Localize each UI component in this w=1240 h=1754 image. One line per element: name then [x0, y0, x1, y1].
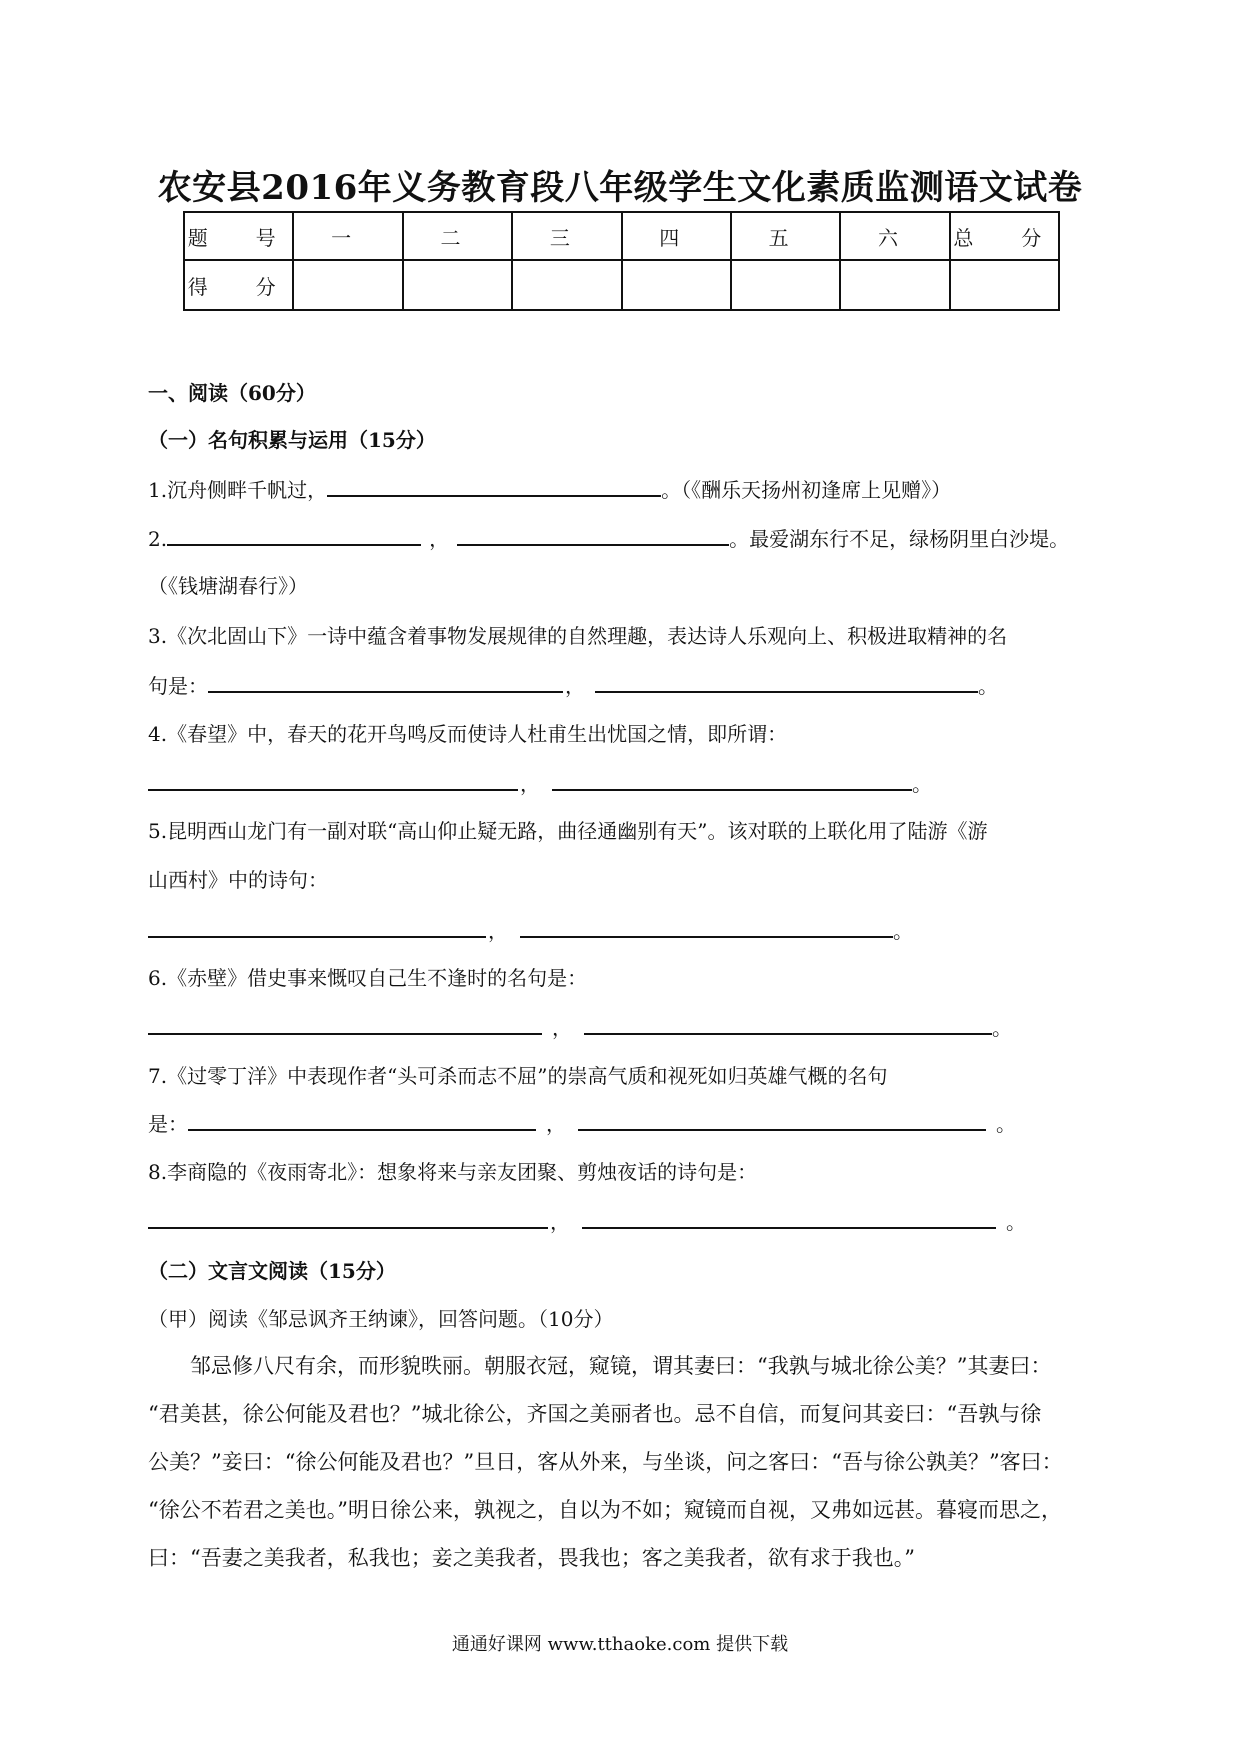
- answer-blank-6b[interactable]: [584, 1013, 992, 1035]
- question-5-comma: ，: [488, 919, 508, 943]
- question-7-answer-line: [148, 1108, 1016, 1137]
- question-8-suffix: 。: [1006, 1210, 1026, 1234]
- header-cell-total: 总 分: [950, 212, 1059, 260]
- passage-line-4: “徐公不若君之美也。”明日徐公来，孰视之，自以为不如；窥镜而自视，又弗如远甚。暮寝而思之，: [148, 1498, 1062, 1522]
- question-7-prefix: 是：: [148, 1112, 188, 1136]
- section-1-heading: 一、阅读（60分）: [148, 381, 316, 405]
- question-3-answer-line: [148, 670, 998, 699]
- header-cell-2: 二: [403, 212, 512, 260]
- question-7-comma: ，: [546, 1112, 566, 1136]
- question-1-prefix: 1.沉舟侧畔千帆过，: [148, 478, 328, 502]
- header-cell-3: 三: [512, 212, 621, 260]
- answer-blank-3a[interactable]: [208, 671, 563, 693]
- question-4-text: 4.《春望》中，春天的花开鸟鸣反而使诗人杜甫生出忧国之情，即所谓：: [148, 722, 788, 746]
- part-2-instruction: （甲）阅读《邹忌讽齐王纳谏》，回答问题。（10分）: [148, 1307, 614, 1331]
- score-cell-6[interactable]: [840, 260, 949, 310]
- header-cell-4: 四: [622, 212, 731, 260]
- score-cell-3[interactable]: [512, 260, 621, 310]
- question-3-prefix: 句是：: [148, 674, 208, 698]
- question-3-comma: ，: [565, 674, 585, 698]
- passage-line-3: 公美？”妾曰：“徐公何能及君也？”旦日，客从外来，与坐谈，问之客曰：“吾与徐公孰美？”客曰：: [148, 1450, 1063, 1474]
- passage-line-2: “君美甚，徐公何能及君也？”城北徐公，齐国之美丽者也。忌不自信，而复问其妾曰：“吾孰与徐: [148, 1402, 1042, 1426]
- question-4-suffix: 。: [912, 772, 932, 796]
- score-cell-2[interactable]: [403, 260, 512, 310]
- page-footer: 通通好课网 www.tthaoke.com 提供下载: [451, 1634, 789, 1655]
- question-2: [148, 523, 1069, 552]
- header-cell-1: 一: [293, 212, 402, 260]
- score-table: [183, 211, 1060, 311]
- part-1-heading: （一）名句积累与运用（15分）: [148, 428, 436, 452]
- question-2-suffix: 。最爱湖东行不足，绿杨阴里白沙堤。: [729, 527, 1070, 551]
- question-7-text: 7.《过零丁洋》中表现作者“头可杀而志不屈”的崇高气质和视死如归英雄气概的名句: [148, 1064, 888, 1088]
- header-cell-label: 题 号: [184, 212, 293, 260]
- question-6-suffix: 。: [992, 1016, 1012, 1040]
- answer-blank-8b[interactable]: [582, 1207, 996, 1229]
- question-3-text: 3.《次北固山下》一诗中蕴含着事物发展规律的自然理趣，表达诗人乐观向上、积极进取精神的名: [148, 624, 1008, 648]
- question-8-answer-line: [148, 1206, 1026, 1235]
- question-2-source: （《钱塘湖春行》）: [148, 574, 308, 598]
- answer-blank-4a[interactable]: [148, 769, 518, 791]
- question-1: [148, 474, 951, 503]
- question-8-comma: ，: [550, 1210, 570, 1234]
- passage-line-1: 邹忌修八尺有余，而形貌昳丽。朝服衣冠，窥镜，谓其妻曰：“我孰与城北徐公美？”其妻曰：: [148, 1354, 1052, 1378]
- answer-blank-2b[interactable]: [457, 524, 729, 546]
- question-8-text: 8.李商隐的《夜雨寄北》：想象将来与亲友团聚、剪烛夜话的诗句是：: [148, 1160, 758, 1184]
- score-cell-1[interactable]: [293, 260, 402, 310]
- question-5-text: 5.昆明西山龙门有一副对联“高山仰止疑无路，曲径通幽别有天”。该对联的上联化用了陆游《游: [148, 819, 988, 843]
- question-4-answer-line: [148, 768, 932, 797]
- question-3-suffix: 。: [978, 674, 998, 698]
- answer-blank-5b[interactable]: [520, 916, 893, 938]
- question-5-text-line2: 山西村》中的诗句：: [148, 868, 328, 892]
- question-6-answer-line: [148, 1012, 1012, 1041]
- answer-blank-5a[interactable]: [148, 916, 486, 938]
- answer-blank-3b[interactable]: [595, 671, 978, 693]
- question-7-suffix: 。: [996, 1112, 1016, 1136]
- header-cell-6: 六: [840, 212, 949, 260]
- answer-blank-4b[interactable]: [552, 769, 912, 791]
- header-cell-5: 五: [731, 212, 840, 260]
- score-row-label: 得 分: [184, 260, 293, 310]
- answer-blank-1[interactable]: [327, 475, 661, 497]
- question-4-comma: ，: [520, 772, 540, 796]
- answer-blank-7b[interactable]: [578, 1109, 986, 1131]
- question-2-comma: ，: [429, 527, 450, 551]
- score-cell-total[interactable]: [950, 260, 1059, 310]
- answer-blank-2a[interactable]: [167, 524, 421, 546]
- part-2-heading: （二）文言文阅读（15分）: [148, 1259, 396, 1283]
- score-cell-4[interactable]: [622, 260, 731, 310]
- score-cell-5[interactable]: [731, 260, 840, 310]
- answer-blank-7a[interactable]: [188, 1109, 536, 1131]
- exam-title: 农安县2016年义务教育段八年级学生文化素质监测语文试卷: [157, 168, 1083, 208]
- answer-blank-8a[interactable]: [148, 1207, 548, 1229]
- score-table-header-row: [184, 212, 1059, 260]
- question-2-prefix: 2.: [148, 527, 168, 551]
- question-6-text: 6.《赤壁》借史事来慨叹自己生不逢时的名句是：: [148, 966, 588, 990]
- question-6-comma: ，: [552, 1016, 572, 1040]
- question-5-answer-line: [148, 915, 913, 944]
- question-5-suffix: 。: [893, 919, 913, 943]
- answer-blank-6a[interactable]: [148, 1013, 542, 1035]
- passage-line-5: 曰：“吾妻之美我者，私我也；妾之美我者，畏我也；客之美我者，欲有求于我也。”: [148, 1546, 915, 1570]
- score-table-score-row: [184, 260, 1059, 310]
- question-1-suffix: 。（《酬乐天扬州初逢席上见赠》）: [661, 478, 952, 502]
